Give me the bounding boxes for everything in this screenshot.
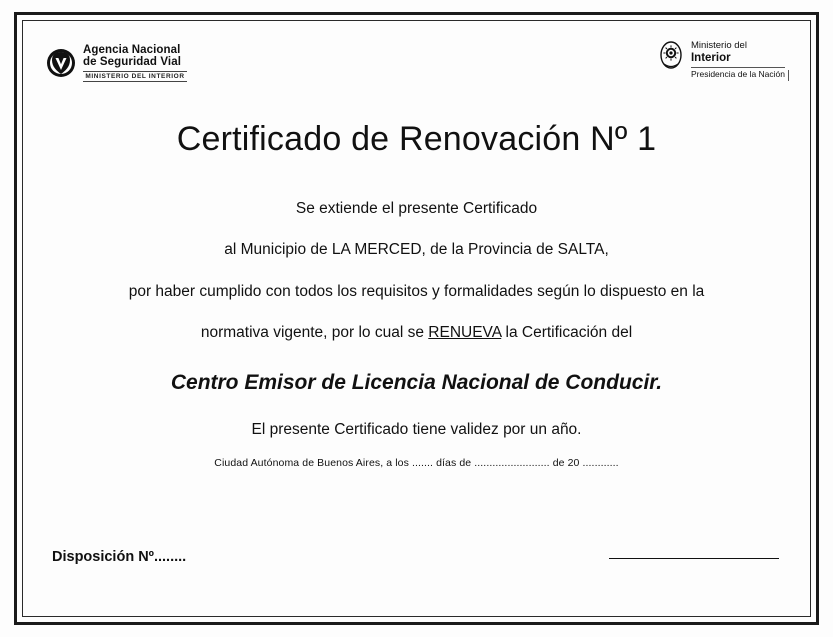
certificate-line-3: por haber cumplido con todos los requisitos y formalidades según lo dispuesto en la	[128, 282, 705, 300]
certificate-line-4-post: la Certificación del	[501, 324, 633, 342]
certificate-title: Certificado de Renovación Nº 1	[176, 120, 657, 158]
certificate-line-4	[30, 323, 803, 342]
ministry-line3: Presidencia de la Nación	[690, 68, 785, 79]
ministry-line1: Ministerio del	[690, 40, 747, 51]
certificate-line-4-renueva: RENUEVA	[428, 324, 502, 342]
agency-line2: de Seguridad Vial	[83, 56, 181, 69]
ministry-logo-block	[658, 40, 785, 79]
certificate-headline: Centro Emisor de Licencia Nacional de Conducir.	[170, 370, 663, 394]
certificate-line-4-pre: normativa vigente, por lo cual se	[200, 324, 429, 342]
certificate-place-date: Ciudad Autónoma de Buenos Aires, a los ....... días de ......................... de 20 ............	[214, 456, 619, 469]
agency-text-block	[83, 44, 187, 82]
agency-line3: MINISTERIO DEL INTERIOR	[83, 71, 187, 82]
agency-line1: Agencia Nacional	[83, 44, 181, 56]
ansv-shield-icon	[46, 48, 76, 78]
certificate-header	[30, 28, 803, 98]
argentina-sun-icon	[658, 40, 684, 74]
certificate-line-1: Se extiende el presente Certificado	[295, 200, 538, 217]
disposicion-label: Disposición Nº........	[52, 549, 187, 565]
certificate-content	[30, 28, 803, 609]
agency-logo-block	[46, 44, 187, 82]
certificate-footer	[30, 535, 803, 565]
certificate-validity: El presente Certificado tiene validez por un año.	[251, 420, 582, 438]
ministry-line2: Interior	[690, 51, 731, 64]
signature-line	[609, 558, 779, 559]
certificate-line-2: al Municipio de LA MERCED, de la Provincia de SALTA,	[224, 241, 609, 259]
ministry-text-block	[691, 40, 785, 79]
